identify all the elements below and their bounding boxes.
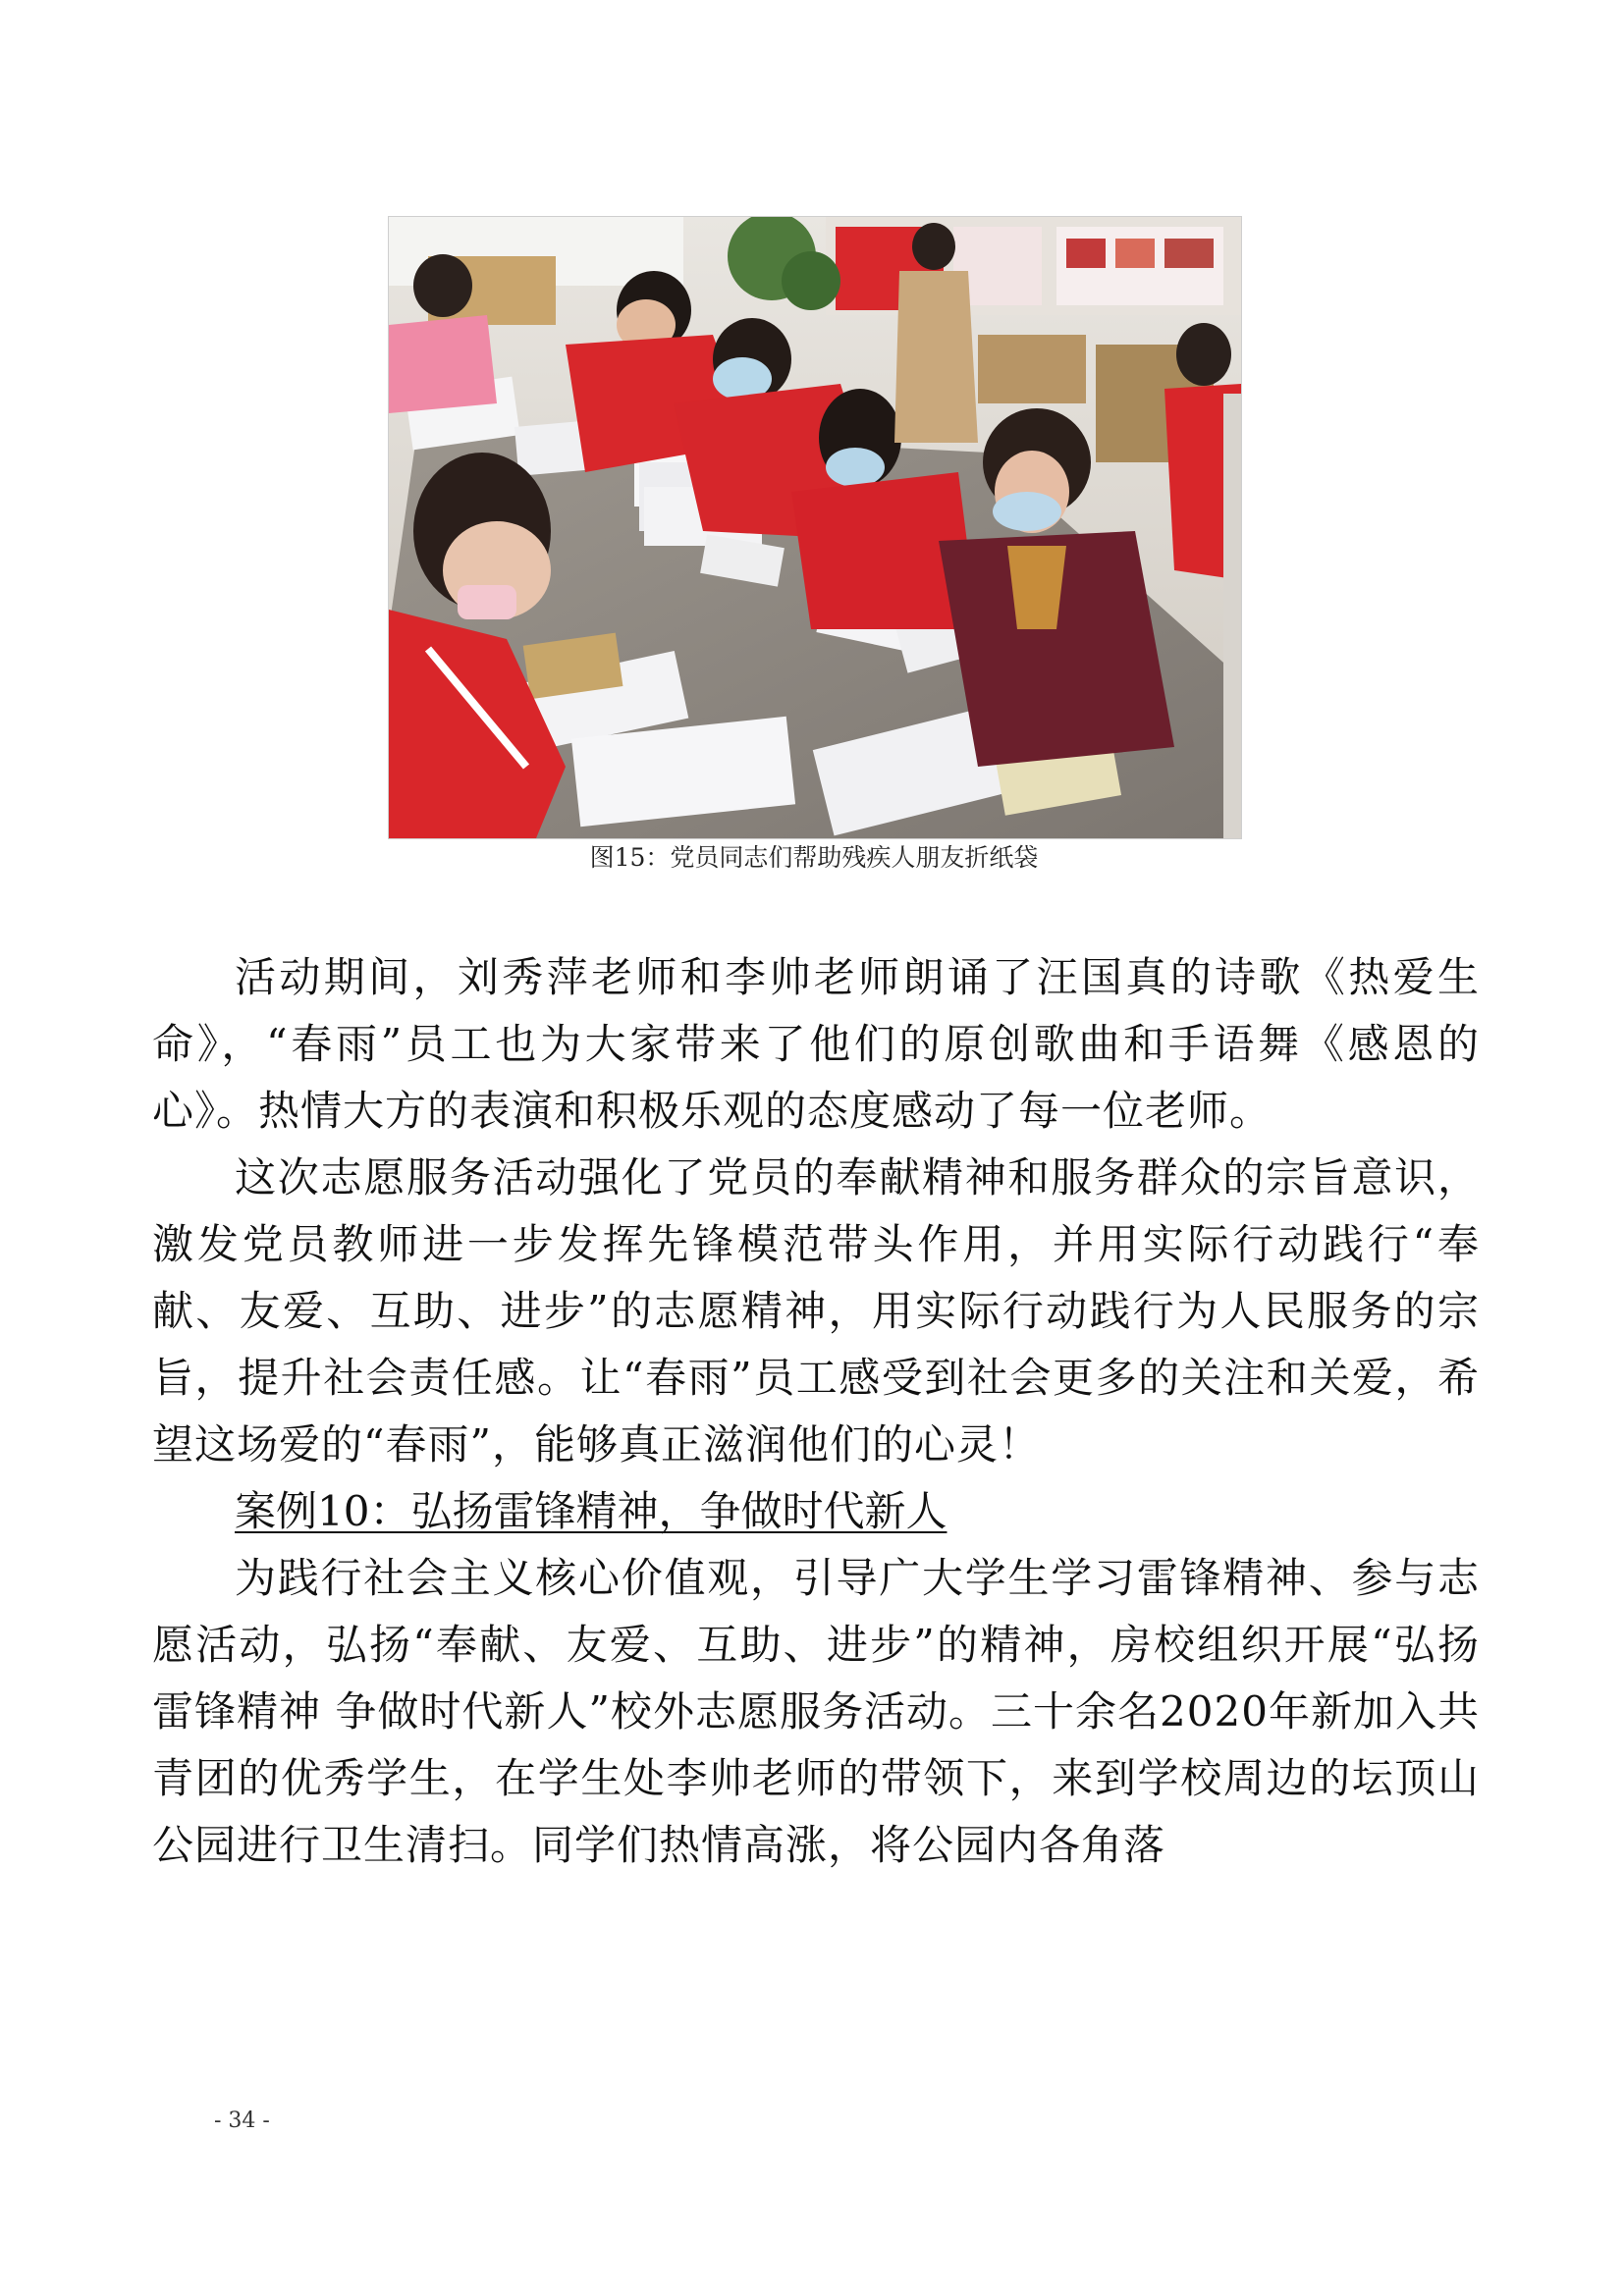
figure-photo	[388, 216, 1242, 839]
paragraph-3: 为践行社会主义核心价值观，引导广大学生学习雷锋精神、参与志愿活动，弘扬“奉献、友爱、互助、进步”的精神，房校组织开展“弘扬雷锋精神 争做时代新人”校外志愿服务活动。三十余名2020年新加入共青团的优秀学生，在学生处李帅老师的带领下，来到学校周边的坛顶山公园进行卫生清扫。同学们热情高涨，将公园内各角落	[152, 1554, 1480, 1869]
paragraph-1: 活动期间，刘秀萍老师和李帅老师朗诵了汪国真的诗歌《热爱生命》，“春雨”员工也为大家带来了他们的原创歌曲和手语舞《感恩的心》。热情大方的表演和积极乐观的态度感动了每一位老师。	[152, 953, 1480, 1135]
article-body	[152, 944, 1480, 1879]
section-heading	[152, 1478, 1480, 1545]
photo-illustration	[389, 217, 1241, 838]
page-number: - 34 -	[214, 2109, 270, 2133]
figure-caption: 图15：党员同志们帮助残疾人朋友折纸袋	[589, 843, 1039, 872]
section-heading-text: 案例10：弘扬雷锋精神，争做时代新人	[235, 1487, 947, 1535]
paragraph-2: 这次志愿服务活动强化了党员的奉献精神和服务群众的宗旨意识，激发党员教师进一步发挥先锋模范带头作用，并用实际行动践行“奉献、友爱、互助、进步”的志愿精神，用实际行动践行为人民服务的宗旨，提升社会责任感。让“春雨”员工感受到社会更多的关注和关爱，希望这场爱的“春雨”，能够真正滋润他们的心灵！	[152, 1153, 1480, 1468]
